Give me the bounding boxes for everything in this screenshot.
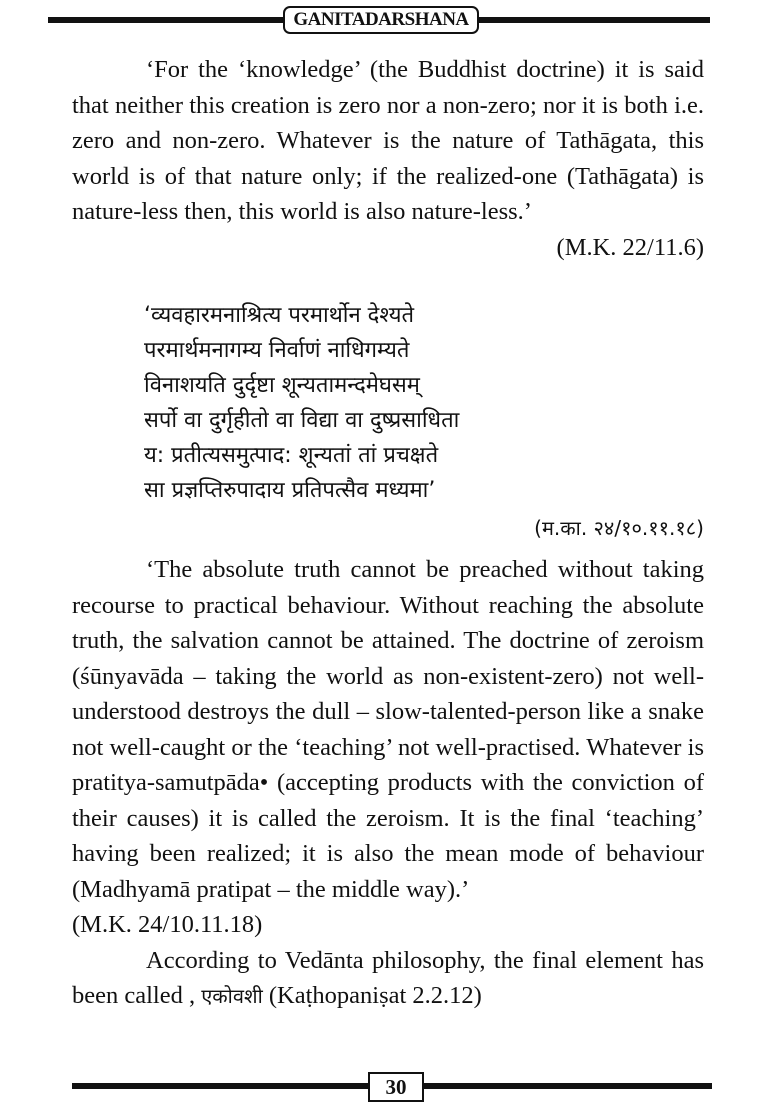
- citation-mk-24: (M.K. 24/10.11.18): [72, 911, 263, 938]
- verse-line: य: प्रतीत्यसमुत्पाद: शून्यतां तां प्रचक्षते: [144, 443, 439, 468]
- footer-rule-right: [422, 1083, 712, 1089]
- header-rule-left: [48, 17, 284, 23]
- paragraph-absolute-truth: [72, 552, 704, 1015]
- verse-line: ‘व्यवहारमनाश्रित्य परमार्थोन देश्यते: [144, 303, 414, 328]
- verse-line: सा प्रज्ञप्तिरुपादाय प्रतिपत्सैव मध्यमा’: [144, 478, 436, 503]
- paragraph-vedanta: [72, 943, 704, 1015]
- page-number: 30: [368, 1072, 424, 1102]
- verse-line: परमार्थमनागम्य निर्वाणं नाधिगम्यते: [144, 338, 410, 363]
- page-footer: [72, 1072, 712, 1100]
- verse-citation: (म.का. २४/१०.११.१८): [534, 516, 704, 540]
- paragraph-buddhist-doctrine: [72, 52, 704, 265]
- paragraph-text: ‘The absolute truth cannot be preached without taking recourse to practical behaviour. Without reaching the absolute truth, the salvation cannot be attained. The doctrine of zeroism (śūnyavāda – taking the world as non-existent-zero) not well-understood destroys the dull – slow-talented-person like a snake not well-caught or the ‘teaching’ not well-practised. Whatever is pratitya-samutpāda• (accepting products with the conviction of their causes) it is called the zeroism. It is the final ‘teaching’ having been realized; it is also the mean mode of behaviour (Madhyamā pratipat – the middle way).’: [72, 556, 704, 903]
- verse-line: सर्पो वा दुर्गृहीतो वा विद्या वा दुष्प्रसाधिता: [144, 408, 460, 433]
- verse-line: विनाशयति दुर्दृष्टा शून्यतामन्दमेघसम्: [144, 373, 420, 398]
- vedanta-sanskrit-term: एकोवशी: [201, 984, 263, 1008]
- running-header: [48, 6, 710, 32]
- citation-mk-22: (M.K. 22/11.6): [556, 233, 704, 261]
- footer-rule-left: [72, 1083, 370, 1089]
- header-rule-right: [474, 17, 710, 23]
- book-title: GANITADARSHANA: [283, 6, 479, 34]
- paragraph-text: ‘For the ‘knowledge’ (the Buddhist doctrine) it is said that neither this creation is zero nor a non-zero; nor it is both i.e. zero and non-zero. Whatever is the nature of Tathāgata, this world is of that nature only; if the realized-one (Tathāgata) is nature-less then, this world is also nature-less.’: [72, 56, 704, 225]
- vedanta-text-start: According to Vedānta philosophy, the final element has been called ,: [72, 946, 704, 1009]
- sanskrit-verse: [144, 298, 704, 508]
- vedanta-citation: (Kaṭhopaniṣat 2.2.12): [268, 982, 482, 1009]
